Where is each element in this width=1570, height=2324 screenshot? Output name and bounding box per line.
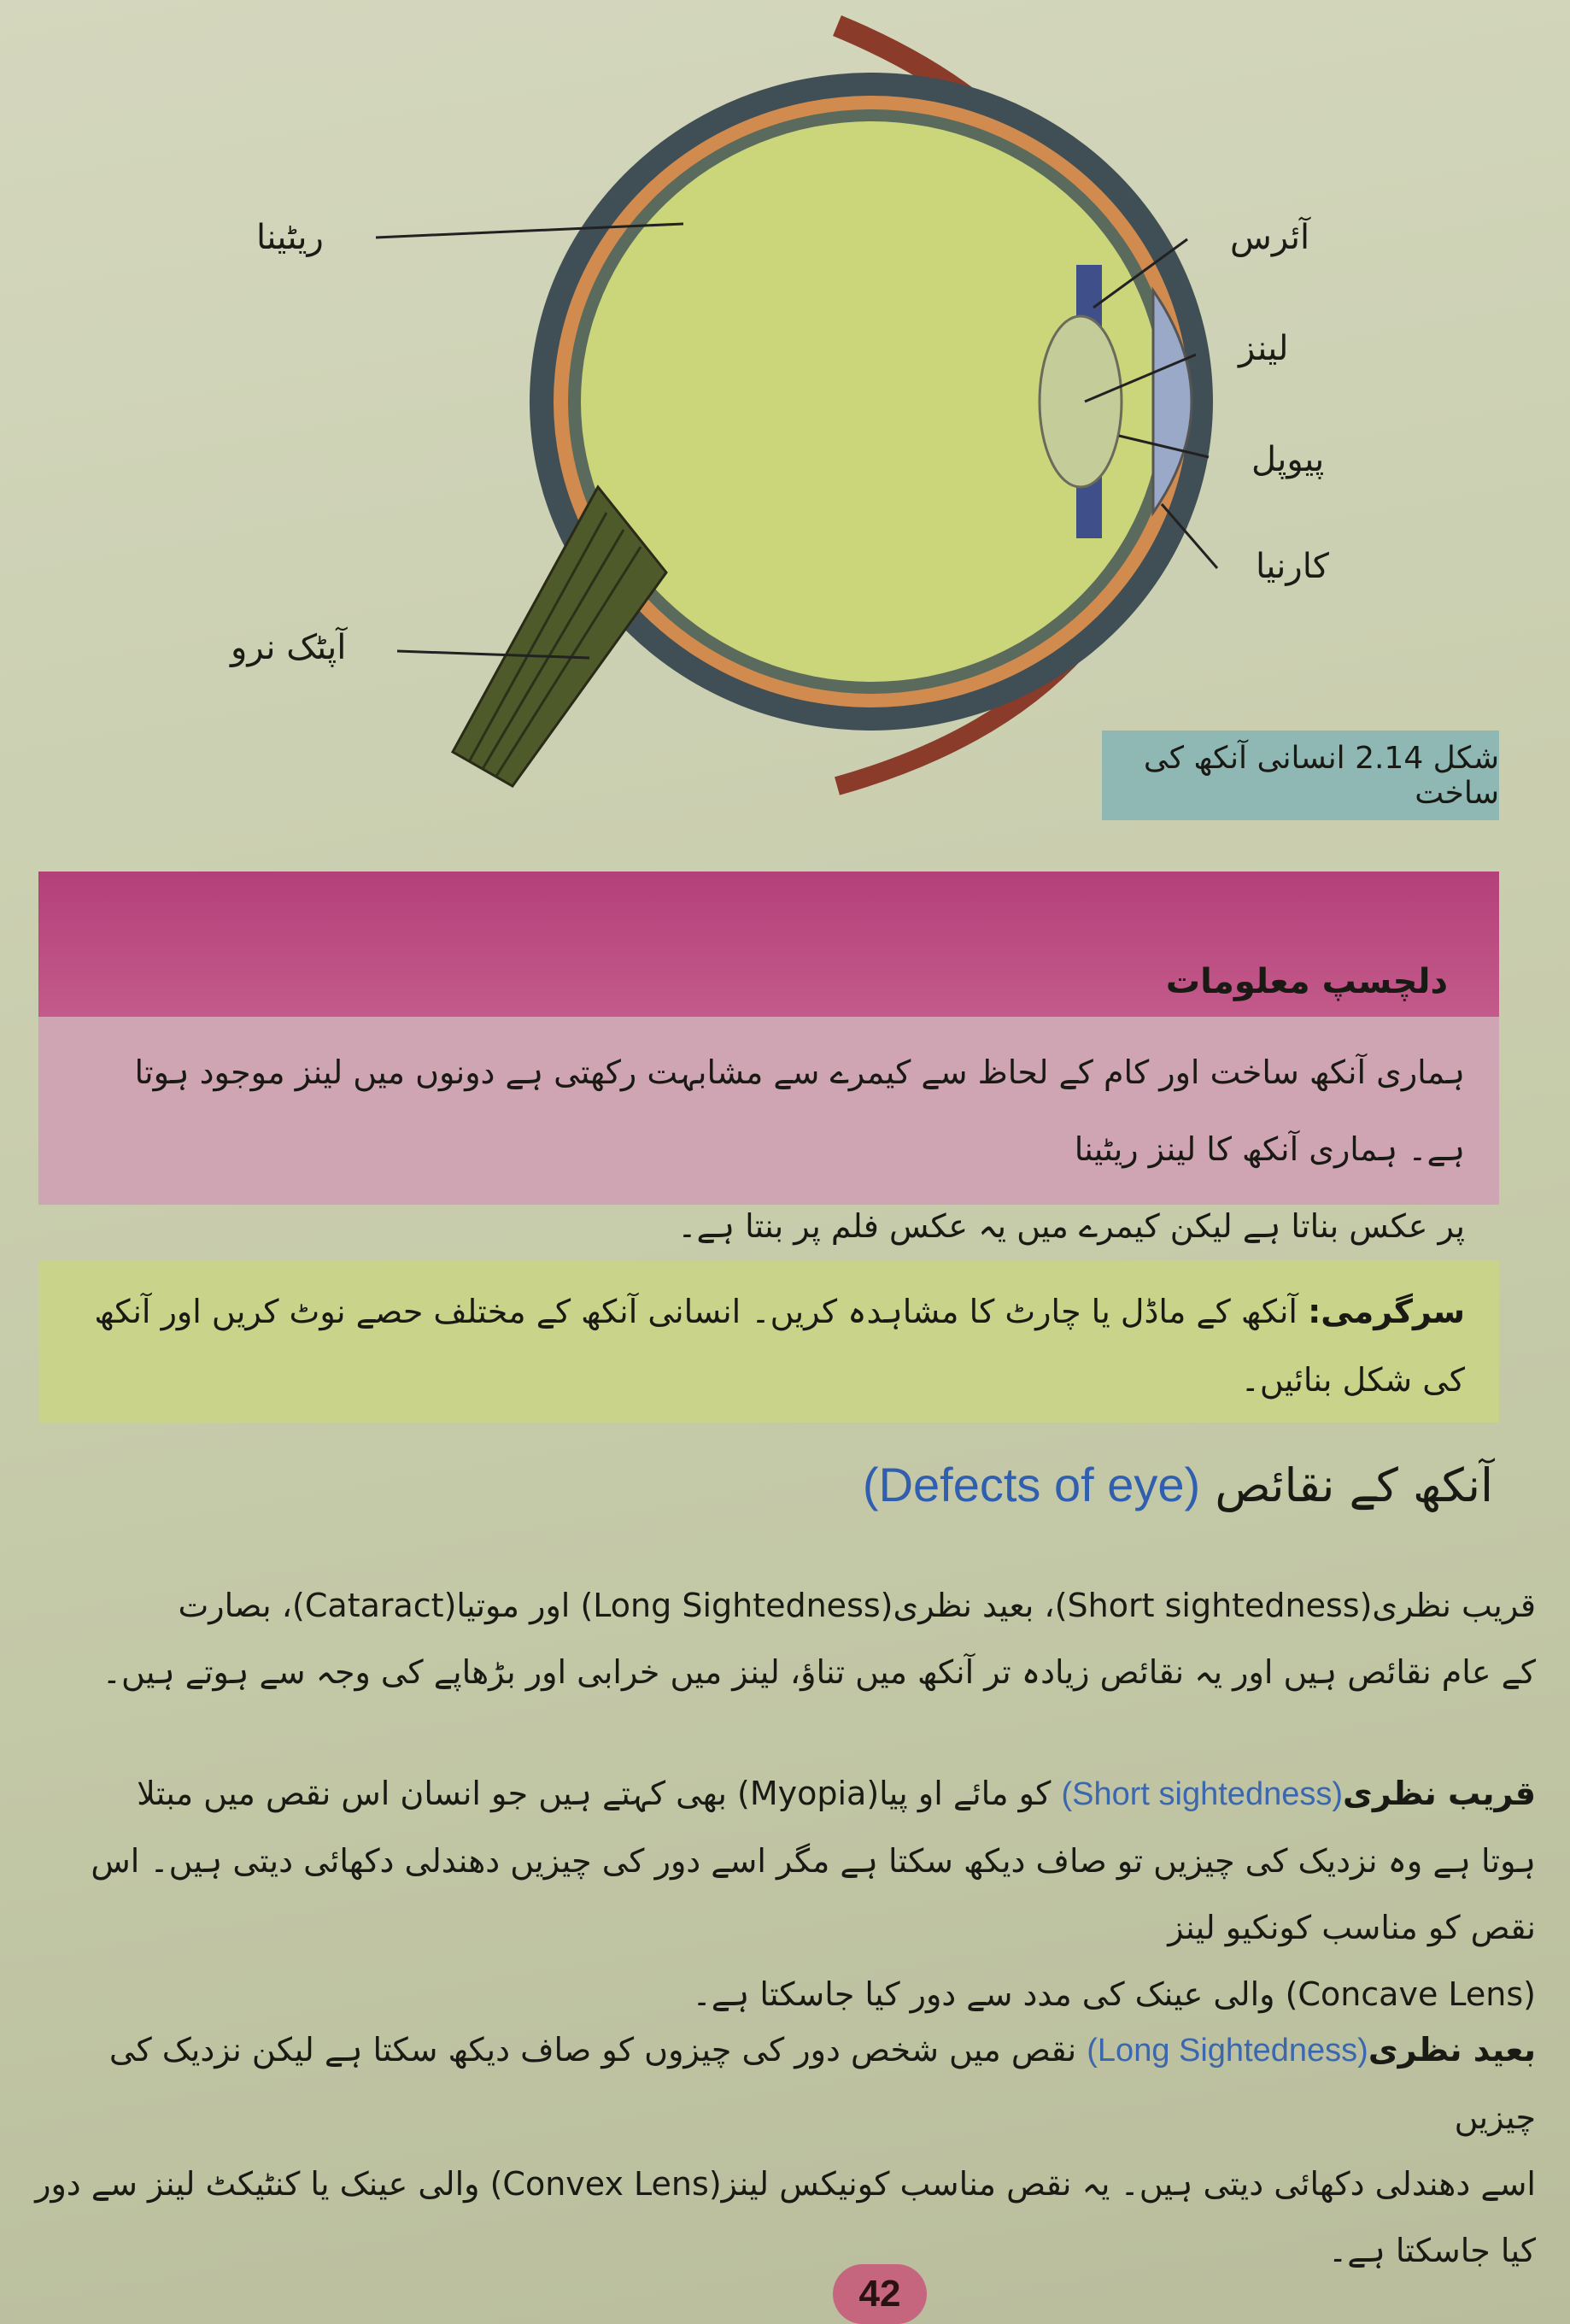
eye-diagram [205, 9, 1538, 812]
long-sight-line-1 [34, 2016, 1536, 2151]
activity-box [38, 1260, 1499, 1423]
info-box-line-2: پر عکس بناتا ہے لیکن کیمرے میں یہ عکس فلم پر بنتا ہے۔ [677, 1207, 1465, 1245]
long-sight-paragraph [34, 2016, 1536, 2284]
short-sight-text-1: کو مائے او پیا(Myopia) بھی کہتے ہیں جو انسان اس نقص میں مبتلا [137, 1775, 1052, 1812]
label-pupil: پیوپل [1251, 440, 1325, 479]
short-sight-line-2: ہوتا ہے وہ نزدیک کی چیزیں تو صاف دیکھ سکتا ہے مگر اسے دور کی چیزیں دھندلی دکھائی دیتی ہیں۔ اس نقص کو مناسب کونکیو لینز [91, 1842, 1536, 1946]
figure-caption [1102, 731, 1499, 820]
label-retina: ریٹینا [256, 218, 324, 257]
intro-line-1: قریب نظری(Short sightedness)، بعید نظری(Long Sightedness) اور موتیا(Cataract)، بصارت [178, 1587, 1536, 1624]
lens-shape [1040, 316, 1122, 487]
activity-line-1 [73, 1277, 1465, 1414]
short-sight-paragraph [34, 1760, 1536, 2028]
figure-caption-text: شکل 2.14 انسانی آنکھ کی ساخت [1143, 740, 1499, 811]
label-lens: لینز [1239, 329, 1289, 368]
intro-line-2: کے عام نقائص ہیں اور یہ نقائص زیادہ تر آنکھ میں تناؤ، لینز میں خرابی اور بڑھاپے کی وجہ سے ہوتے ہیں۔ [102, 1653, 1536, 1691]
info-box-body [38, 1017, 1499, 1245]
short-sight-line-3: (Concave Lens) والی عینک کی مدد سے دور کیا جاسکتا ہے۔ [692, 1975, 1536, 2013]
long-sight-english: (Long Sightedness) [1087, 2033, 1368, 2069]
page-number: 42 [833, 2264, 927, 2324]
short-sight-subheading: قریب نظری [1343, 1775, 1536, 1812]
section-heading [863, 1457, 1493, 1512]
label-optic-nerve: آپٹک نرو [231, 628, 347, 667]
info-box-title: دلچسپ معلومات [1165, 962, 1448, 1001]
long-sight-text-1: نقص میں شخص دور کی چیزوں کو صاف دیکھ سکتا ہے لیکن نزدیک کی چیزیں [108, 2031, 1536, 2136]
label-iris: آئرس [1230, 218, 1310, 257]
intro-paragraph [34, 1572, 1536, 1705]
section-heading-urdu: آنکھ کے نقائص [1215, 1458, 1493, 1512]
short-sight-line-1 [34, 1760, 1536, 1828]
short-sight-english: (Short sightedness) [1061, 1776, 1343, 1812]
long-sight-line-2: اسے دھندلی دکھائی دیتی ہیں۔ یہ نقص مناسب کونیکس لینز(Convex Lens) والی عینک یا کنٹیکٹ لینز سے دور کیا جاسکتا ہے۔ [35, 2165, 1536, 2269]
long-sight-subheading: بعید نظری [1368, 2031, 1536, 2069]
info-box-banner [38, 872, 1499, 1017]
info-box-line-1: ہماری آنکھ ساخت اور کام کے لحاظ سے کیمرے سے مشابہت رکھتی ہے دونوں میں لینز موجود ہوتا ہے۔ ہماری آنکھ کا لینز ریٹینا [134, 1053, 1465, 1168]
label-cornea: کارنیا [1256, 547, 1329, 586]
eye-cross-section-illustration [205, 9, 1538, 812]
activity-label: سرگرمی: [1308, 1293, 1465, 1330]
section-heading-english: (Defects of eye) [862, 1458, 1201, 1511]
activity-text: آنکھ کے ماڈل یا چارٹ کا مشاہدہ کریں۔ انسانی آنکھ کے مختلف حصے نوٹ کریں اور آنکھ کی شکل بنائیں۔ [94, 1293, 1465, 1399]
